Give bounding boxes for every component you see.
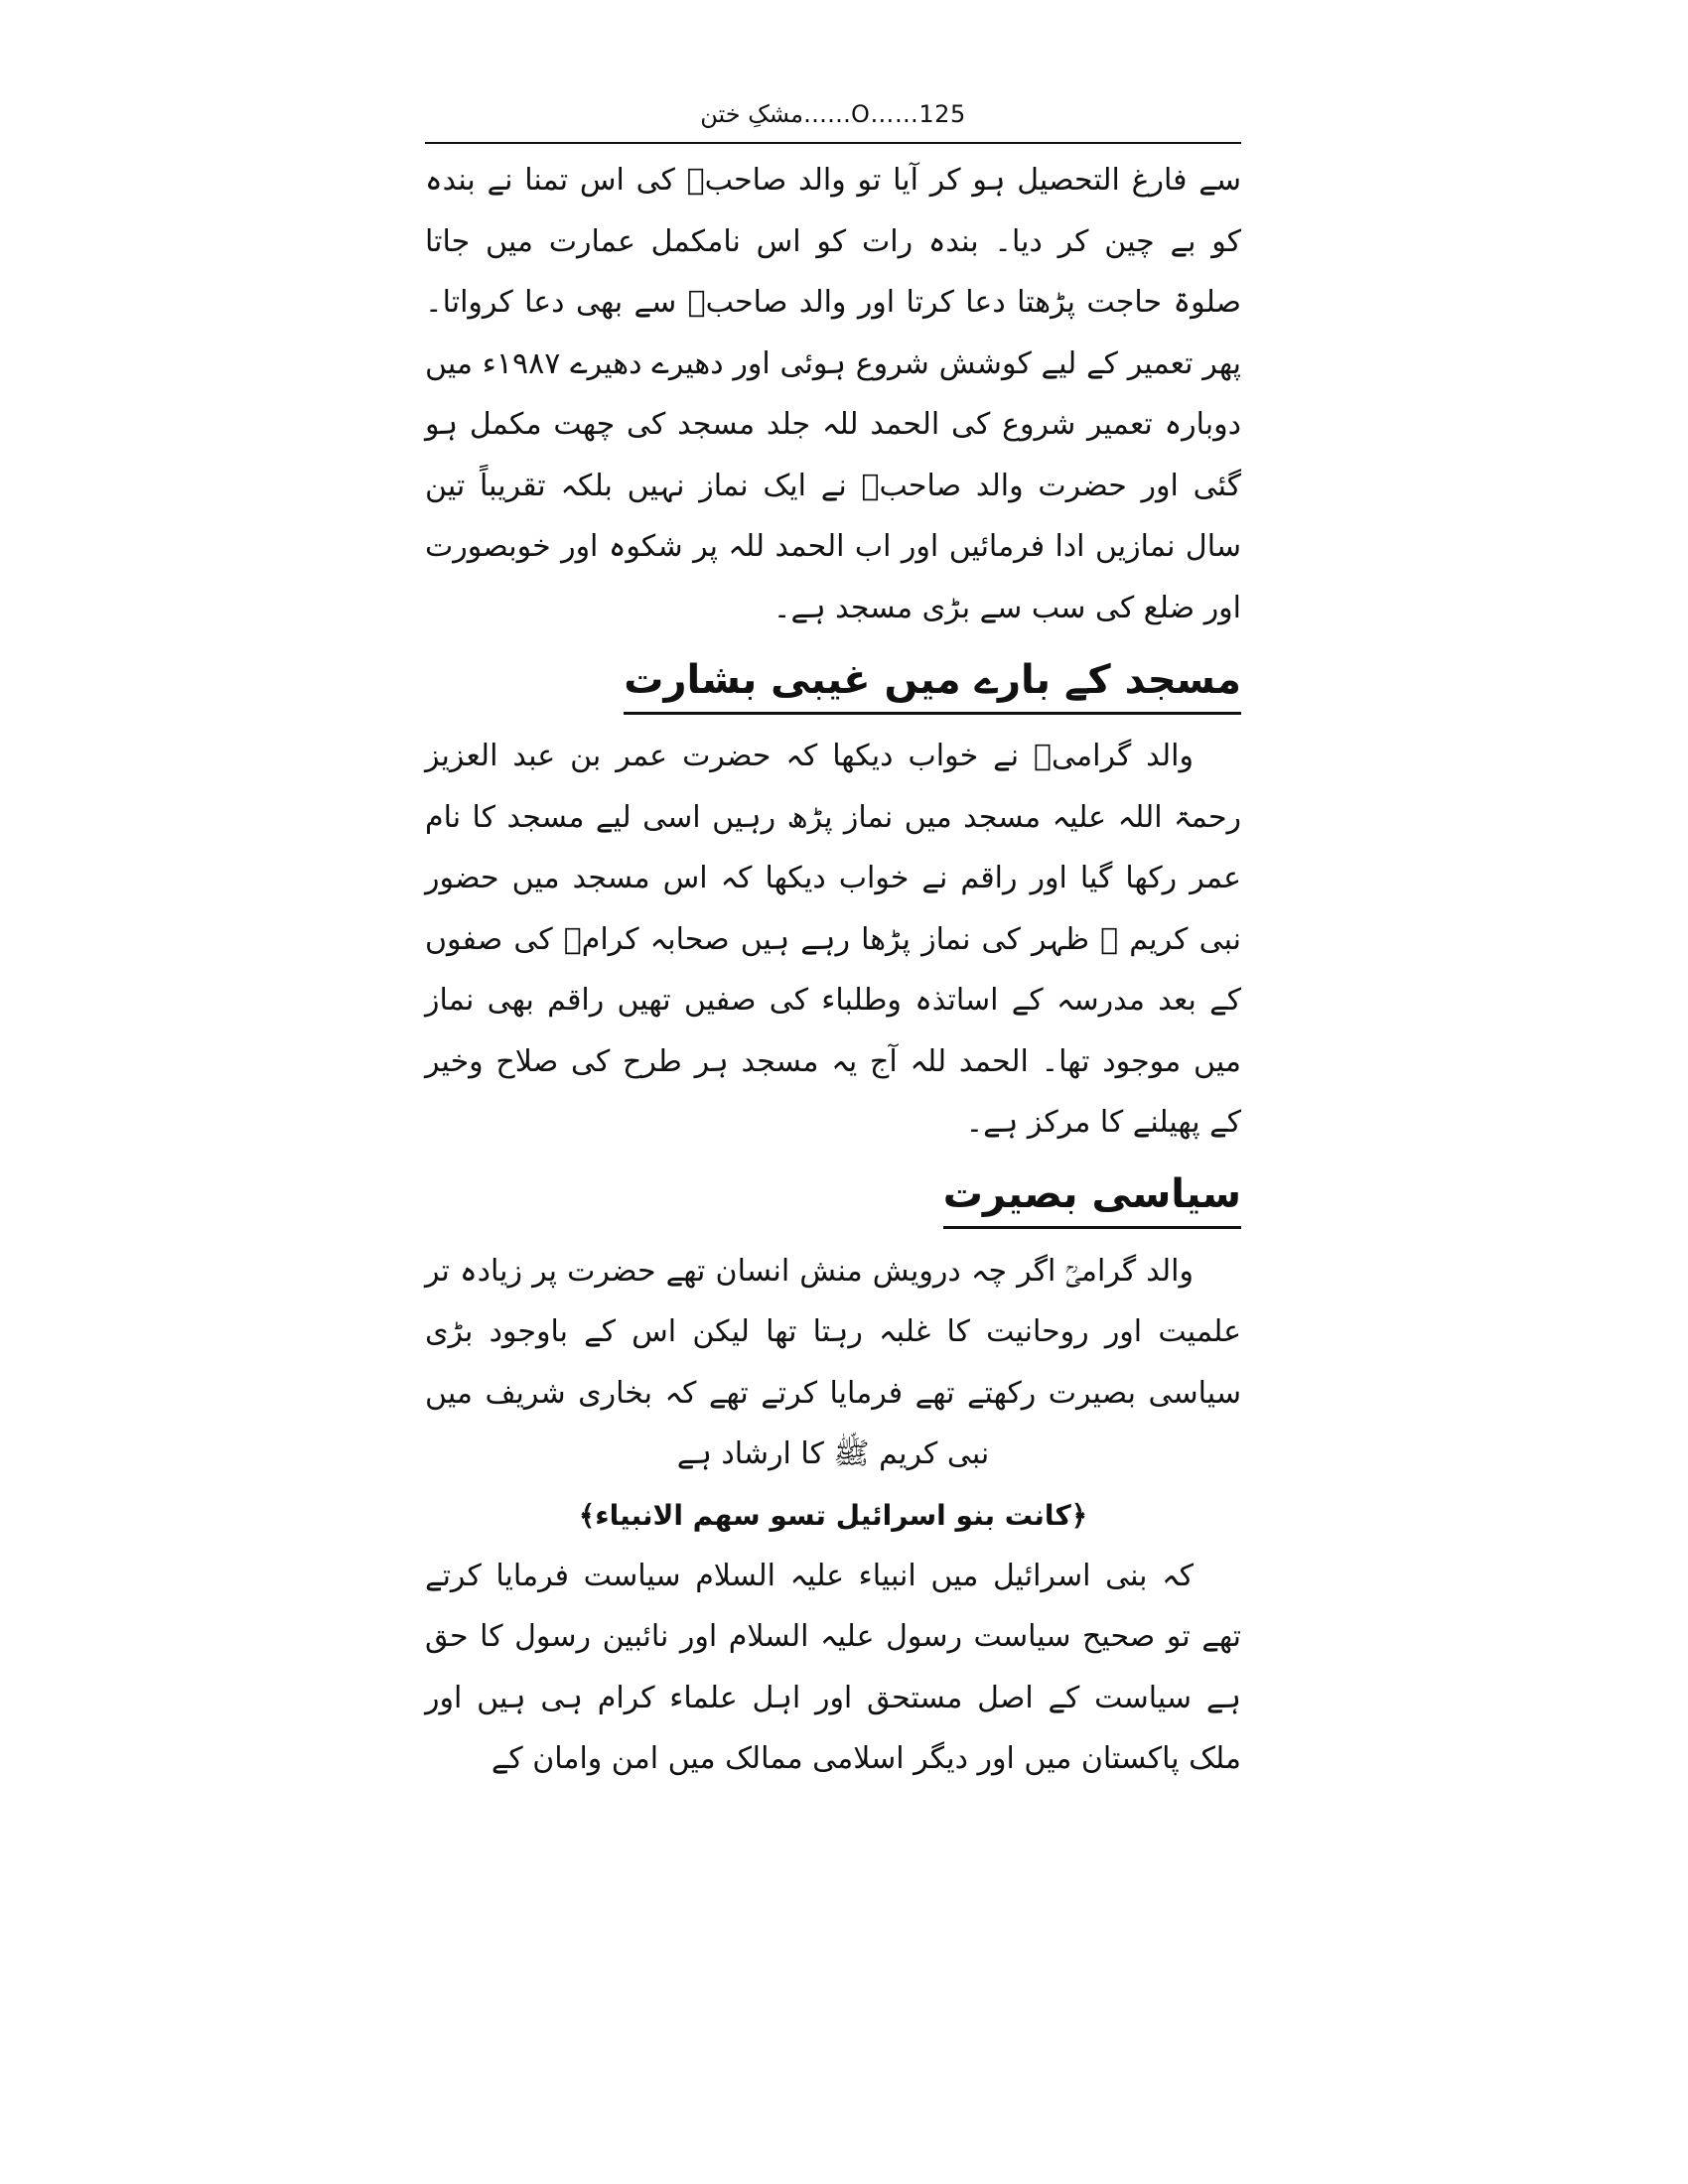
paragraph-mosque-construction: سے فارغ التحصیل ہو کر آیا تو والد صاحبؒ کی اس تمنا نے بندہ کو بے چین کر دیا۔ بندہ رات کو اس نامکمل عمارت میں جاتا صلوۃ حاجت پڑھتا دعا کرتا اور والد صاحبؒ سے بھی دعا کرواتا۔ پھر تعمیر کے لیے کوشش شروع ہوئی اور دھیرے دھیرے ۱۹۸۷ء میں دوبارہ تعمیر شروع کی الحمد للہ جلد مسجد کی چھت مکمل ہو گئی اور حضرت والد صاحبؒ نے ایک نماز نہیں بلکہ تقریباً تین سال نمازیں ادا فرمائیں اور اب الحمد للہ پر شکوہ اور خوبصورت اور ضلع کی سب سے بڑی مسجد ہے۔: [425, 163, 1242, 625]
heading-wrap-1: [425, 638, 1241, 726]
paragraph-dream: والد گرامیؒ نے خواب دیکھا کہ حضرت عمر بن عبد العزیز رحمۃ اللہ علیہ مسجد میں نماز پڑھ رہیں اسی لیے مسجد کا نام عمر رکھا گیا اور راقم نے خواب دیکھا کہ اس مسجد میں حضور نبی کریم ﷺ ظہر کی نماز پڑھا رہے ہیں صحابہ کرامؓ کی صفوں کے بعد مدرسہ کے اساتذہ وطلباء کی صفیں تھیں راقم بھی نماز میں موجود تھا۔ الحمد للہ آج یہ مسجد ہر طرح کی صلاح وخیر کے پھیلنے کا مرکز ہے۔: [425, 739, 1241, 1140]
section-heading-political-insight: سیاسی بصیرت: [943, 1164, 1241, 1229]
heading-wrap-2: [425, 1154, 1241, 1241]
hadith-quote: ﴿كانت بنو اسرائيل تسو سهم الانبياء﴾: [578, 1498, 1088, 1532]
header-rule: [425, 142, 1241, 144]
book-page: [425, 94, 1242, 1776]
paragraph-hadith-explanation: کہ بنی اسرائیل میں انبیاء علیہ السلام سیاست فرمایا کرتے تھے تو صحیح سیاست رسول علیہ السلام اور نائبین رسول کا حق ہے سیاست کے اصل مستحق اور اہل علماء کرام ہی ہیں اور ملک پاکستان میں اور دیگر اسلامی ممالک میں امن وامان کے: [425, 1558, 1241, 1776]
running-header: مشکِ ختن……O……125: [700, 100, 966, 128]
section-heading-glad-tidings: مسجد کے بارے میں غیبی بشارت: [624, 650, 1241, 715]
paragraph-political-insight: والد گرامیؒ اگر چہ درویش منش انسان تھے حضرت پر زیادہ تر علمیت اور روحانیت کا غلبہ رہتا تھا لیکن اس کے باوجود بڑی سیاسی بصیرت رکھتے تھے فرمایا کرتے تھے کہ بخاری شریف میں نبی کریم ﷺ کا ارشاد ہے: [425, 1253, 1241, 1471]
